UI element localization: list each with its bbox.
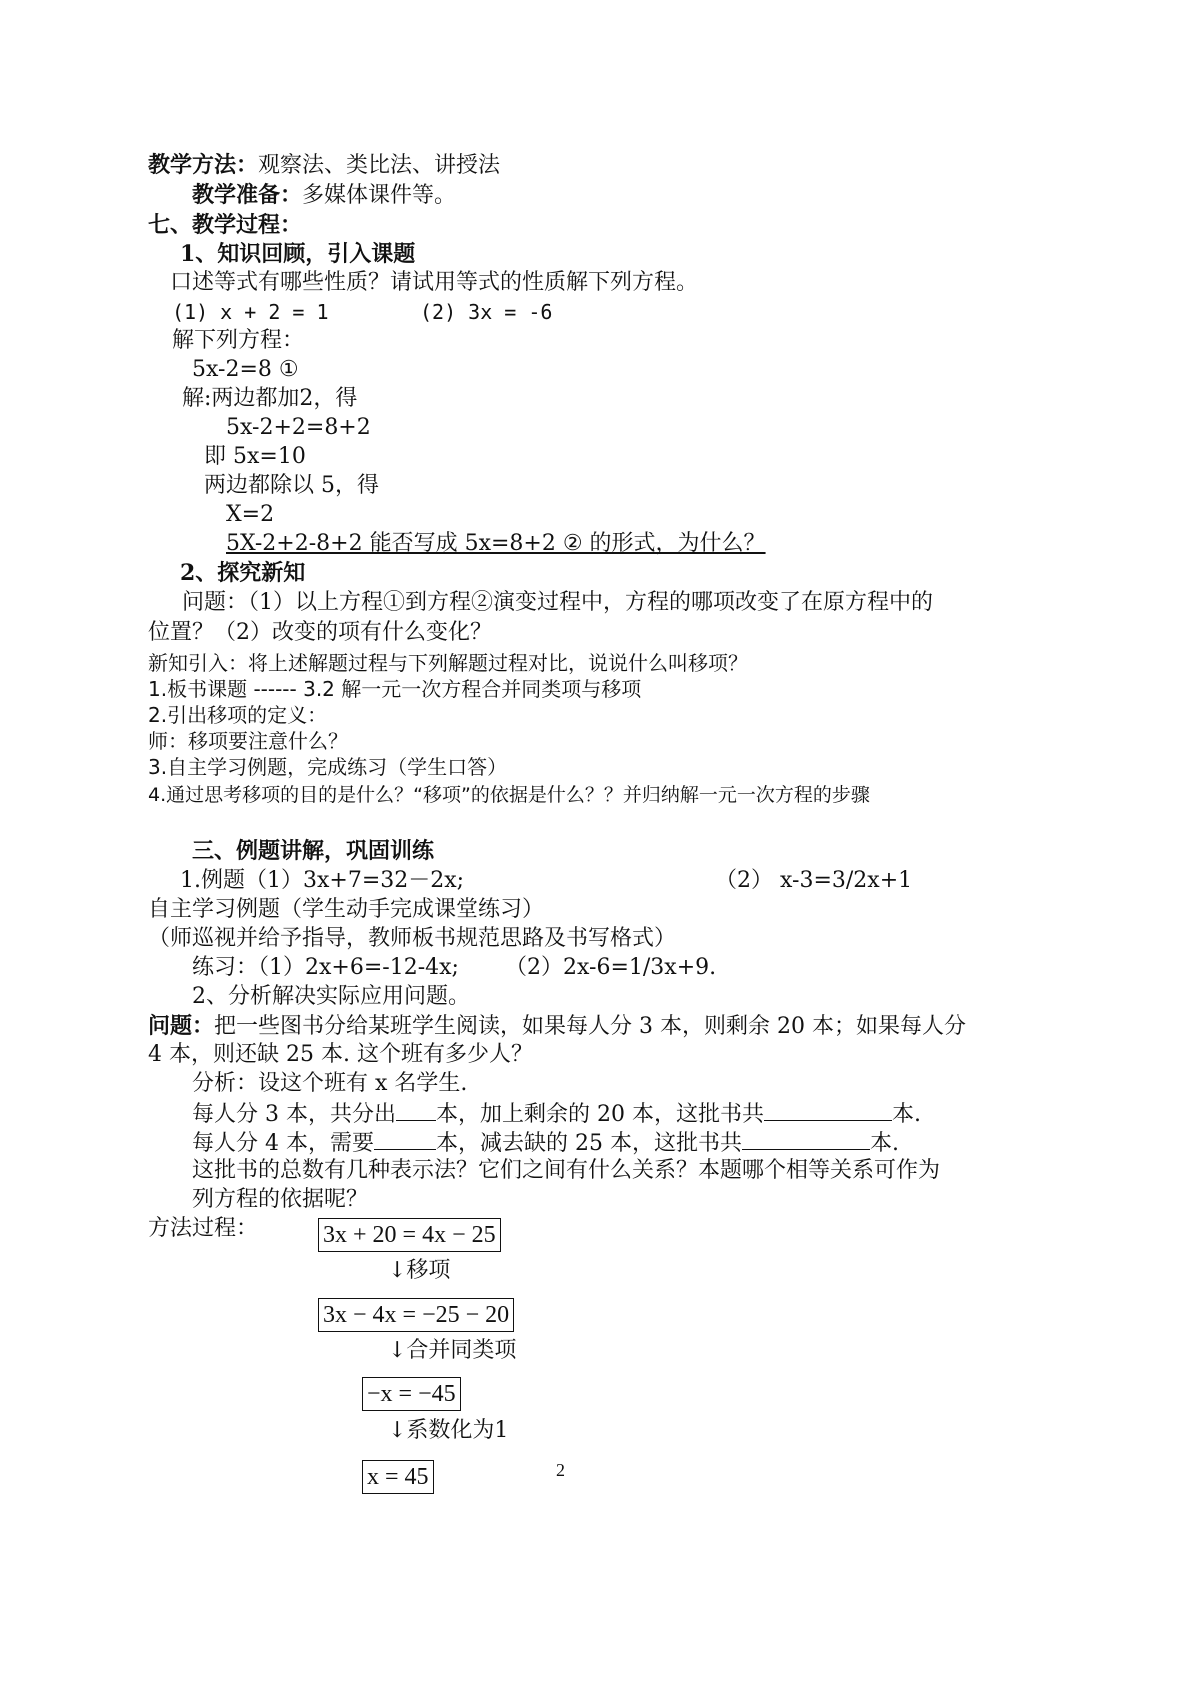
section-7-heading: 七、教学过程： bbox=[148, 212, 303, 238]
relation-line-1: 这批书的总数有几种表示法？它们之间有什么关系？本题哪个相等关系可作为 bbox=[192, 1158, 941, 1183]
list-item-1: 1.板书课题 ------ 3.2 解一元一次方程合并同类项与移项 bbox=[148, 677, 642, 701]
problem-line-2: 4 本，则还缺 25 本. 这个班有多少人？ bbox=[148, 1042, 533, 1067]
solution-step-3: 即 5x=10 bbox=[204, 444, 306, 469]
problem-text-1: 把一些图书分给某班学生阅读，如果每人分 3 本，则剩余 20 本；如果每人分 bbox=[214, 1014, 966, 1039]
practice-2: （2）2x-6=1/3x+9. bbox=[505, 955, 717, 980]
list-item-4: 4.通过思考移项的目的是什么？“移项”的依据是什么？？并归纳解一元一次方程的步骤 bbox=[148, 784, 870, 806]
teaching-prep-label: 教学准备： bbox=[192, 182, 303, 208]
flow-box-1-text: 3x + 20 = 4x − 25 bbox=[323, 1222, 496, 1248]
solution-step-4: 两边都除以 5，得 bbox=[204, 473, 379, 498]
example-1: 1.例题（1）3x+7=32－2x; bbox=[180, 868, 465, 893]
blank-4[interactable] bbox=[742, 1127, 870, 1150]
teaching-method-label: 教学方法： bbox=[148, 152, 259, 178]
list-item-2: 2.引出移项的定义： bbox=[148, 703, 328, 727]
each-3-part-c: 本. bbox=[891, 1102, 921, 1127]
flow-arrow-2: ↓合并同类项 bbox=[388, 1338, 517, 1363]
blank-2[interactable] bbox=[764, 1098, 892, 1121]
review-question: 口述等式有哪些性质？请试用等式的性质解下列方程。 bbox=[170, 270, 699, 295]
subsection-2-heading: 2、探究新知 bbox=[180, 560, 306, 586]
solve-label: 解下列方程： bbox=[172, 328, 305, 353]
flow-box-4 bbox=[362, 1460, 434, 1494]
teaching-prep-text: 多媒体课件等。 bbox=[302, 183, 457, 208]
blank-1[interactable] bbox=[396, 1098, 436, 1121]
new-knowledge-intro: 新知引入：将上述解题过程与下列解题过程对比，说说什么叫移项？ bbox=[148, 651, 748, 675]
flow-box-3-text: −x = −45 bbox=[367, 1381, 456, 1407]
flow-box-2-text: 3x − 4x = −25 − 20 bbox=[323, 1302, 510, 1328]
each-3-part-b: 本，加上剩余的 20 本，这批书共 bbox=[435, 1102, 764, 1127]
solution-step-2: 5x-2+2=8+2 bbox=[226, 415, 371, 440]
each-4-part-c: 本. bbox=[869, 1131, 899, 1156]
flow-box-3 bbox=[362, 1377, 461, 1411]
relation-line-2: 列方程的依据呢？ bbox=[192, 1187, 369, 1212]
solution-step-5: X=2 bbox=[226, 502, 275, 527]
teaching-method-text: 观察法、类比法、讲授法 bbox=[258, 153, 501, 178]
each-3-part-a: 每人分 3 本，共分出 bbox=[192, 1102, 396, 1127]
question-line-2: 位置？（2）改变的项有什么变化？ bbox=[148, 620, 492, 645]
equation-a: (1) x + 2 = 1 bbox=[172, 300, 329, 324]
flow-box-2 bbox=[318, 1298, 514, 1332]
solution-step-1: 解:两边都加2，得 bbox=[182, 386, 358, 411]
flow-box-1 bbox=[318, 1218, 501, 1252]
teacher-guide-line: （师巡视并给予指导，教师板书规范思路及书写格式） bbox=[148, 926, 677, 951]
section-3-heading: 三、例题讲解，巩固训练 bbox=[192, 838, 435, 864]
self-study-line: 自主学习例题（学生动手完成课堂练习） bbox=[148, 897, 545, 922]
problem-line-1 bbox=[148, 1011, 966, 1042]
teaching-method-line bbox=[148, 150, 500, 181]
practice-1: 练习：（1）2x+6=-12-4x; bbox=[192, 955, 459, 980]
equation-b: (2) 3x = -6 bbox=[420, 300, 553, 324]
each-4-part-b: 本，减去缺的 25 本，这批书共 bbox=[435, 1131, 742, 1156]
page-number: 2 bbox=[556, 1460, 565, 1480]
method-process-label: 方法过程： bbox=[148, 1216, 259, 1241]
teaching-prep-line bbox=[192, 180, 456, 211]
flow-arrow-3: ↓系数化为1 bbox=[388, 1418, 509, 1443]
flow-box-4-text: x = 45 bbox=[367, 1464, 429, 1490]
each-4-part-a: 每人分 4 本，需要 bbox=[192, 1131, 374, 1156]
list-item-3: 3.自主学习例题，完成练习（学生口答） bbox=[148, 755, 508, 779]
subsection-1-heading: 1、知识回顾，引入课题 bbox=[180, 241, 416, 267]
solution-question: 5X-2+2-8+2 能否写成 5x=8+2 ② 的形式，为什么？ bbox=[226, 531, 766, 556]
application-heading: 2、分析解决实际应用问题。 bbox=[192, 984, 470, 1009]
flow-arrow-1: ↓移项 bbox=[388, 1258, 451, 1283]
blank-3[interactable] bbox=[374, 1127, 436, 1150]
each-3-line bbox=[192, 1098, 921, 1130]
teacher-note: 师：移项要注意什么？ bbox=[148, 729, 348, 753]
problem-label: 问题： bbox=[148, 1013, 215, 1039]
analysis-line: 分析：设这个班有 x 名学生. bbox=[192, 1071, 468, 1096]
example-2: （2） x-3=3/2x+1 bbox=[715, 868, 913, 893]
question-line-1: 问题：（1）以上方程①到方程②演变过程中，方程的哪项改变了在原方程中的 bbox=[182, 590, 933, 615]
each-4-line bbox=[192, 1127, 899, 1159]
equation-1: 5x-2=8 ① bbox=[192, 357, 299, 382]
